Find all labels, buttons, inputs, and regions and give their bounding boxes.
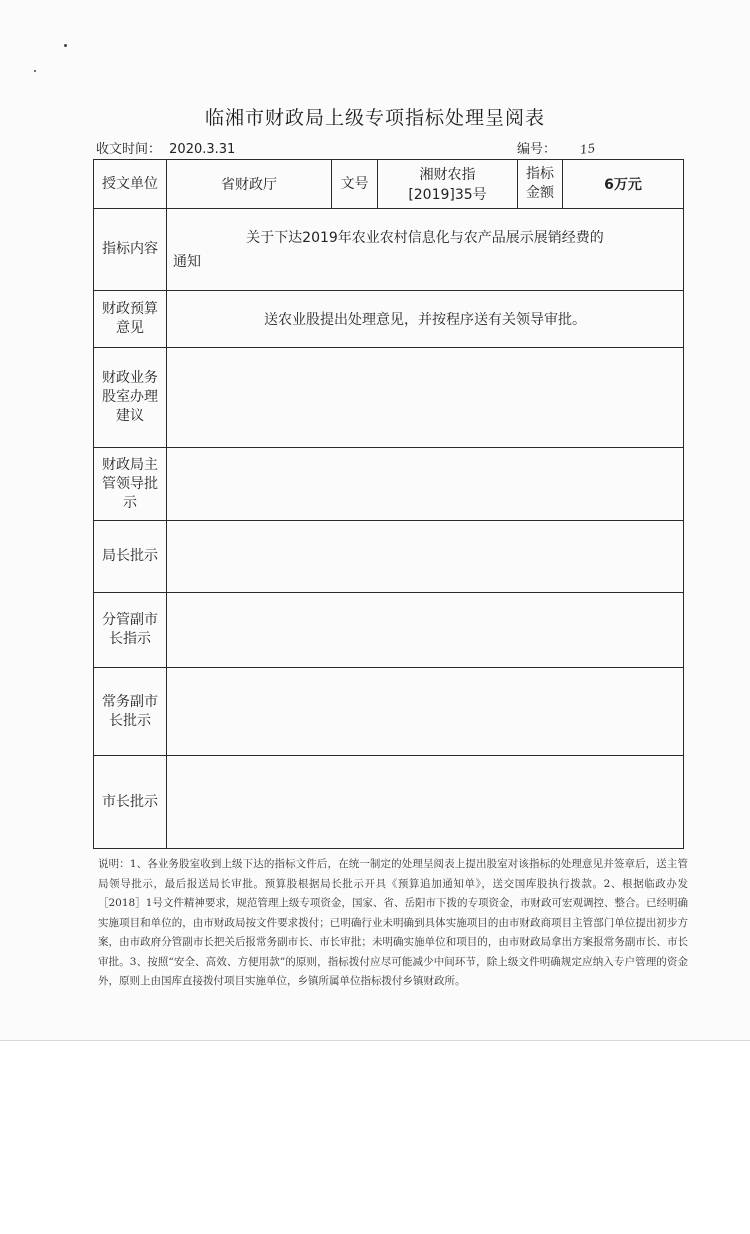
content-row <box>94 209 684 291</box>
row-value <box>167 448 684 521</box>
row-label <box>94 348 167 448</box>
content-value <box>167 209 684 291</box>
amount-label-line: 指标 <box>526 166 554 182</box>
row-label-line: 建议 <box>116 408 144 424</box>
document-title: 临湘市财政局上级专项指标处理呈阅表 <box>204 107 545 129</box>
doc-no-value <box>378 160 518 209</box>
row-value <box>167 756 684 849</box>
row-label <box>94 291 167 348</box>
content-label: 指标内容 <box>94 209 167 291</box>
doc-no-line: 湘财农指 <box>419 167 476 183</box>
amount-value: 6万元 <box>563 160 684 209</box>
row-value <box>167 593 684 668</box>
number-label: 编号： <box>517 142 557 157</box>
row-label-line: 财政局主 <box>102 456 158 473</box>
row-label-line: 示 <box>123 494 137 511</box>
row-label-line: 分管副市 <box>102 612 158 628</box>
row-value <box>167 348 684 448</box>
form-row <box>94 668 684 756</box>
row-label-line: 财政业务 <box>102 370 158 386</box>
form-row <box>94 756 684 849</box>
explanatory-note: 说明：1、各业务股室收到上级下达的指标文件后，在统一制定的处理呈阅表上提出股室对该指标的处理意见并签章后，送主管局领导批示，最后报送局长审批。预算股根据局长批示开具《预算追加通知单》，送交国库股执行拨款。2、根据临政办发［2018］1号文件精神要求，规范管理上级专项资金，国家、省、岳阳市下拨的专项资金，市财政可宏观调控、整合。已经明确实施项目和单位的，由市财政局按文件要求拨付；已明确行业未明确到具体实施项目的由市财政商项目主管部门单位提出初步方案，由市政府分管副市长把关后报常务副市长、市长审批；未明确实施单位和项目的，由市财政局拿出方案报常务副市长、市长审批。3、按照“安全、高效、方便用款”的原则，指标拨付应尽可能减少中间环节，除上级文件明确规定应纳入专户管理的资金外，原则上由国库直接拨付项目实施单位，乡镇所属单位指标拨付乡镇财政所。 <box>98 858 688 987</box>
row-label-line: 市长批示 <box>102 793 158 810</box>
form-row <box>94 291 684 348</box>
row-label-line: 局长批示 <box>102 548 158 564</box>
amount-label <box>518 160 563 209</box>
form-row <box>94 348 684 448</box>
content-line: 通知 <box>173 253 201 270</box>
scan-speck <box>34 70 36 72</box>
row-label-line: 意见 <box>116 320 144 336</box>
row-label <box>94 668 167 756</box>
row-value <box>167 668 684 756</box>
doc-no-label: 文号 <box>332 160 378 209</box>
form-row <box>94 593 684 668</box>
row-label-line: 长指示 <box>109 631 151 647</box>
receive-date-label: 收文时间： <box>96 142 162 157</box>
content-line: 关于下达2019年农业农村信息化与农产品展示展销经费的 <box>246 229 604 246</box>
row-value: 送农业股提出处理意见，并按程序送有关领导审批。 <box>167 291 684 348</box>
row-value <box>167 521 684 593</box>
form-row <box>94 448 684 521</box>
doc-no-line: [2019]35号 <box>408 187 487 203</box>
row-label <box>94 448 167 521</box>
row-label-line: 股室办理 <box>102 389 158 405</box>
row-label <box>94 756 167 849</box>
row-label-line: 长批示 <box>109 712 151 729</box>
row-label <box>94 593 167 668</box>
amount-label-line: 金额 <box>526 185 554 201</box>
form-row <box>94 521 684 593</box>
row-label-line: 管领导批 <box>102 475 158 492</box>
receive-date-value: 2020.3.31 <box>169 142 236 157</box>
row-label-line: 财政预算 <box>102 301 158 317</box>
issuer-label: 授文单位 <box>94 160 167 209</box>
scan-speck <box>64 44 67 47</box>
issuer-value: 省财政厅 <box>167 160 332 209</box>
approval-form-table <box>93 159 684 849</box>
row-label <box>94 521 167 593</box>
receive-date <box>96 138 235 157</box>
handwritten-number: 15 <box>579 141 597 157</box>
header-row <box>94 160 684 209</box>
row-label-line: 常务副市 <box>102 693 158 710</box>
